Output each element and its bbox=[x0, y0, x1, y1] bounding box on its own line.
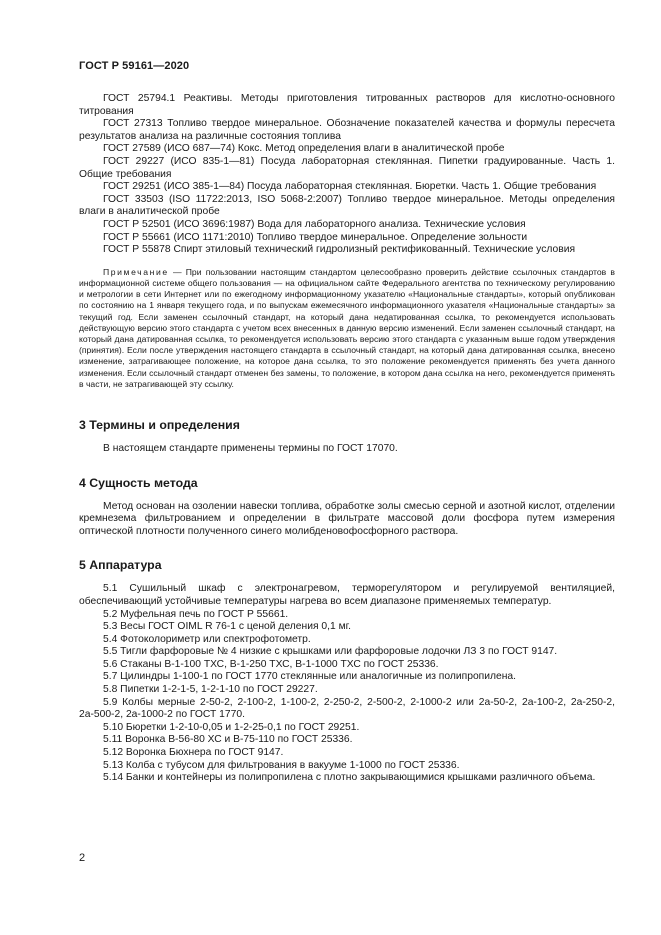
apparatus-item: 5.8 Пипетки 1-2-1-5, 1-2-1-10 по ГОСТ 29227. bbox=[103, 684, 318, 696]
page-number: 2 bbox=[79, 852, 86, 864]
section-terms bbox=[79, 418, 615, 456]
apparatus-item: 5.12 Воронка Бюхнера по ГОСТ 9147. bbox=[103, 747, 284, 759]
reference-item: ГОСТ 33503 (ISO 11722:2013, ISO 5068-2:2007) Топливо твердое минеральное. Методы определения влаги в аналитической пробе bbox=[79, 193, 615, 218]
section-title: 3 Термины и определения bbox=[79, 417, 240, 432]
reference-item: ГОСТ Р 52501 (ИСО 3696:1987) Вода для лабораторного анализа. Технические условия bbox=[103, 218, 526, 230]
section-title: 4 Сущность метода bbox=[79, 475, 198, 490]
apparatus-item: 5.5 Тигли фарфоровые № 4 низкие с крышками или фарфоровые лодочки ЛЗ 3 по ГОСТ 9147. bbox=[103, 646, 558, 658]
apparatus-item: 5.2 Муфельная печь по ГОСТ Р 55661. bbox=[103, 608, 289, 620]
section-paragraph: Метод основан на озолении навески топлива, обработке золы смесью серной и азотной кислот, отделении кремнезема фильтрованием и определении в фильтрате массовой доли фосфора путем измерения оптической плотности полученного синего молибденовофосфорного раствора. bbox=[79, 500, 616, 537]
section-paragraph: В настоящем стандарте применены термины по ГОСТ 17070. bbox=[103, 442, 398, 454]
note-text: — При пользовании настоящим стандартом целесообразно проверить действие ссылочных стандартов в информационной системе общего пользования — на официальном сайте Федерального агентства по техническому регулированию и метрологии в сети Интернет или по ежегодному информационному указателю «Национальные стандарты», который опубликован по состоянию на 1 января текущего года, и по выпускам ежемесячного информационного указателя «Национальные стандарты» за текущий год. Если заменен ссылочный стандарт, на который дана недатированная ссылка, то рекомендуется использовать действующую версию этого стандарта с учетом всех внесенных в данную версию изменений. Если заменен ссылочный стандарт, на который дана датированная ссылка, то рекомендуется использовать версию этого стандарта с указанным выше годом утверждения (принятия). Если после утверждения настоящего стандарта в ссылочный стандарт, на который дана датированная ссылка, внесено изменение, затрагивающее положение, на которое дана ссылка, то это положение рекомендуется применять без учета данного изменения. Если ссылочный стандарт отменен без замены, то положение, в котором дана ссылка на него, рекомендуется применять в части, не затрагивающей эту ссылку. bbox=[79, 266, 615, 389]
reference-item: ГОСТ 27589 (ИСО 687—74) Кокс. Метод определения влаги в аналитической пробе bbox=[103, 143, 505, 155]
apparatus-item: 5.13 Колба с тубусом для фильтрования в вакууме 1-1000 по ГОСТ 25336. bbox=[103, 759, 460, 771]
apparatus-item: 5.11 Воронка В-56-80 ХС и В-75-110 по ГОСТ 25336. bbox=[103, 734, 353, 746]
section-apparatus bbox=[79, 558, 615, 785]
note-label: Примечание bbox=[103, 266, 169, 277]
section-title: 5 Аппаратура bbox=[79, 558, 162, 573]
apparatus-item: 5.7 Цилиндры 1-100-1 по ГОСТ 1770 стеклянные или аналогичные из полипропилена. bbox=[103, 671, 517, 683]
apparatus-item: 5.14 Банки и контейнеры из полипропилена с плотно закрывающимися крышками различного объема. bbox=[103, 772, 596, 784]
document-header: ГОСТ Р 59161—2020 bbox=[79, 60, 190, 72]
document-body bbox=[79, 93, 615, 785]
apparatus-item: 5.4 Фотоколориметр или спектрофотометр. bbox=[103, 633, 311, 645]
apparatus-item: 5.10 Бюретки 1-2-10-0,05 и 1-2-25-0,1 по ГОСТ 29251. bbox=[103, 721, 360, 733]
reference-item: ГОСТ 29251 (ИСО 385-1—84) Посуда лабораторная стеклянная. Бюретки. Часть 1. Общие требования bbox=[103, 181, 597, 193]
apparatus-item: 5.6 Стаканы В-1-100 ТХС, В-1-250 ТХС, В-1-1000 ТХС по ГОСТ 25336. bbox=[103, 658, 439, 670]
reference-item: ГОСТ 29227 (ИСО 835-1—81) Посуда лабораторная стеклянная. Пипетки градуированные. Часть 1. Общие требования bbox=[79, 155, 615, 180]
reference-item: ГОСТ Р 55661 (ИСО 1171:2010) Топливо твердое минеральное. Определение зольности bbox=[103, 231, 528, 243]
apparatus-item: 5.1 Сушильный шкаф с электронагревом, терморегулятором и регулируемой вентиляцией, обеспечивающий устойчивые температуры нагрева во всем диапазоне применяемых температур. bbox=[79, 583, 615, 607]
references-note bbox=[79, 267, 615, 390]
apparatus-item: 5.9 Колбы мерные 2-50-2, 2-100-2, 1-100-2, 2-250-2, 2-500-2, 2-1000-2 или 2а-50-2, 2а-100-2, 2а-250-2, 2а-500-2, 2а-1000-2 по ГОСТ 1770. bbox=[79, 696, 615, 721]
reference-item: ГОСТ Р 55878 Спирт этиловый технический гидролизный ректификованный. Технические условия bbox=[103, 244, 576, 256]
reference-item: ГОСТ 27313 Топливо твердое минеральное. Обозначение показателей качества и формулы пересчета результатов анализа на различные состояния топлива bbox=[79, 118, 615, 142]
reference-item: ГОСТ 25794.1 Реактивы. Методы приготовления титрованных растворов для кислотно-основного титрования bbox=[79, 93, 615, 117]
normative-references-list bbox=[79, 93, 615, 257]
section-method-essence bbox=[79, 476, 615, 539]
apparatus-item: 5.3 Весы ГОСТ OIML R 76-1 с ценой деления 0,1 мг. bbox=[103, 621, 352, 633]
